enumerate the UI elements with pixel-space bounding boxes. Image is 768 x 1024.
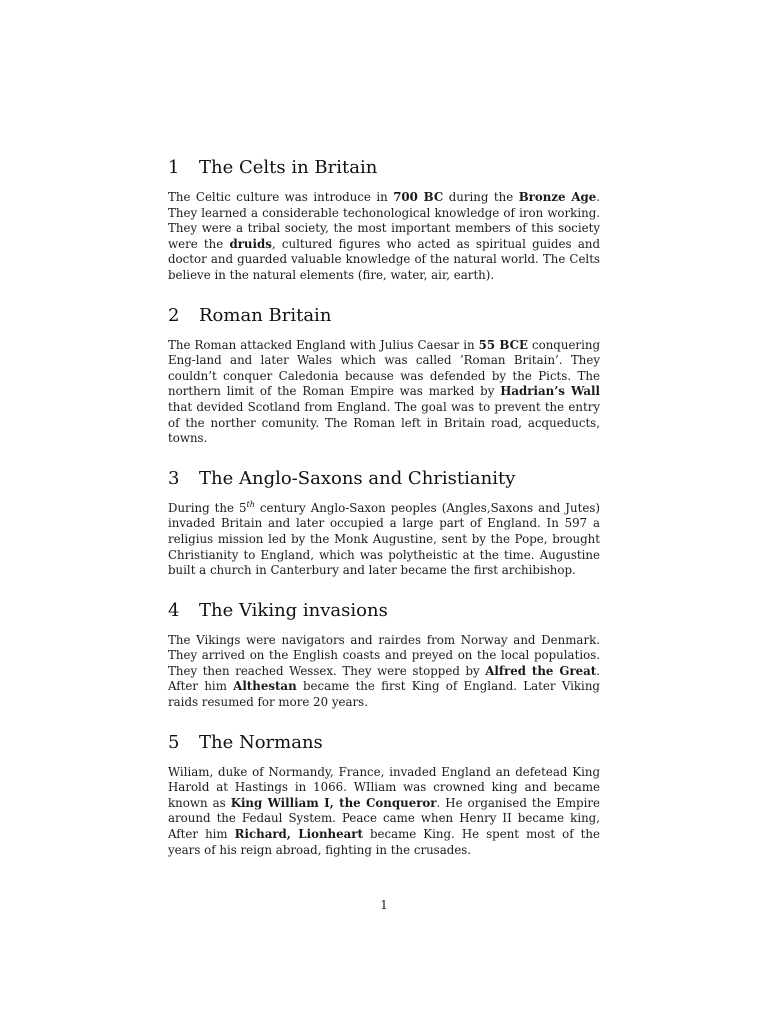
- page-number: 1: [380, 898, 388, 912]
- section-number: 4: [168, 599, 180, 621]
- section-number: 5: [168, 731, 180, 753]
- section-paragraph: [168, 338, 600, 447]
- text-run: conquering Eng-land and later Wales which was called ’Roman Britain’. They couldn’t conquer Caledonia because was defended by the Picts. The northern limit of the Roman Empire was marked by: [168, 337, 600, 399]
- section-title: Roman Britain: [199, 304, 332, 326]
- text-run: Wiliam, duke of Normandy, France, invaded England an defetead King Harold at Hastings in 1066. WIliam was crowned king and became known as: [168, 764, 600, 810]
- bold-term: Richard, Lionheart: [234, 827, 363, 842]
- text-run: The Celtic culture was introduce in: [168, 190, 394, 204]
- text-run: that devided Scotland from England. The goal was to prevent the entry of the norther comunity. The Roman left in Britain road, acqueducts, towns.: [168, 399, 600, 446]
- text-run: became King. He spent most of the years of his reign abroad, fighting in the crusades.: [168, 827, 600, 857]
- text-run: became the first King of England. Later Viking raids resumed for more 20 years.: [168, 679, 600, 710]
- section-4: [168, 599, 600, 711]
- section-heading: [168, 731, 600, 755]
- section-1: [168, 156, 600, 284]
- bold-term: Alfred the Great: [485, 663, 597, 678]
- document-body: [168, 156, 600, 858]
- section-title: The Normans: [199, 731, 323, 753]
- text-run: During the 5: [168, 500, 247, 515]
- bold-term: Hadrian’s Wall: [500, 384, 600, 399]
- section-paragraph: [168, 633, 600, 711]
- text-run: . They learned a considerable techonological knowledge of iron working. They were a tribal society, the most important members of this society were the: [168, 190, 601, 251]
- section-title: The Anglo-Saxons and Christianity: [199, 467, 516, 489]
- text-run: century Anglo-Saxon peoples (Angles,Saxons and Jutes) invaded Britain and later occupied a large part of England. In 597 a religius mission led by the Monk Augustine, sent by the Pope, brought Christianity to England, which was polytheistic at the time. Augustine built a church in Canterbury and later became the first archibishop.: [168, 500, 601, 578]
- bold-term: Althestan: [233, 679, 297, 694]
- section-number: 1: [168, 157, 180, 178]
- section-paragraph: [168, 190, 600, 284]
- section-title: The Celts in Britain: [199, 157, 378, 178]
- section-heading: [168, 467, 600, 491]
- section-heading: [168, 156, 600, 180]
- bold-term: 700 BC: [393, 190, 444, 204]
- section-3: [168, 467, 600, 579]
- section-number: 2: [168, 304, 180, 326]
- bold-term: Bronze Age: [518, 190, 597, 204]
- text-run: The Roman attacked England with Julius Caesar in: [168, 337, 479, 352]
- section-2: [168, 304, 600, 447]
- section-title: The Viking invasions: [199, 599, 388, 621]
- section-heading: [168, 304, 600, 328]
- bold-term: druids: [229, 236, 272, 251]
- text-run: The Vikings were navigators and rairdes from Norway and Denmark. They arrived on the English coasts and preyed on the local populatios. They then reached Wessex. They were stopped by: [168, 632, 600, 678]
- text-run: during the: [443, 190, 519, 204]
- section-paragraph: [168, 765, 600, 859]
- section-5: [168, 731, 600, 859]
- superscript: th: [246, 499, 255, 509]
- section-heading: [168, 599, 600, 623]
- text-run: . He organised the Empire around the Fedaul System. Peace came when Henry II became king, After him: [168, 795, 600, 842]
- bold-term: 55 BCE: [478, 337, 528, 352]
- text-run: , cultured figures who acted as spiritual guides and doctor and guarded valuable knowledge of the natural world. The Celts believe in the natural elements (fire, water, air, earth).: [168, 236, 600, 282]
- text-run: . After him: [168, 663, 601, 694]
- section-number: 3: [168, 467, 180, 489]
- section-paragraph: [168, 501, 600, 579]
- bold-term: King William I, the Conqueror: [230, 795, 437, 810]
